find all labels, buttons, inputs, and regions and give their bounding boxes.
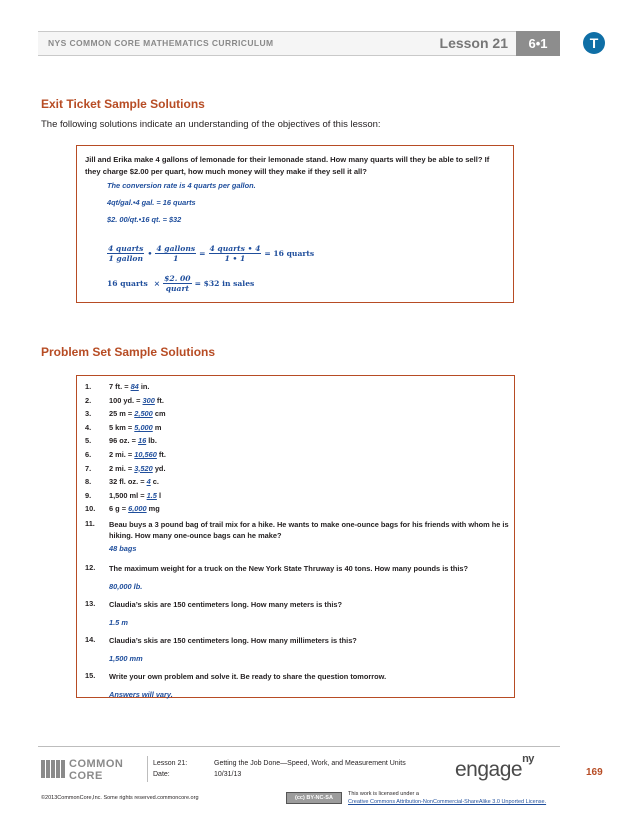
word-problem-answer: 1.5 m (109, 618, 128, 627)
footer-date-label: Date: (153, 771, 170, 778)
license-link[interactable]: Creative Commons Attribution-NonCommercial-ShareAlike 3.0 Unported License. (348, 799, 547, 805)
word-problem-question: Claudia’s skis are 150 centimeters long. How many meters is this? (109, 600, 343, 609)
conversion-answer: 300 (142, 395, 155, 405)
word-problem-question: The maximum weight for a truck on the New York State Thruway is 40 tons. How many pounds is this? (109, 564, 469, 573)
fraction-price-per-quart: $\frac{\$2. 00}{\text{quart}}$ (164, 274, 191, 293)
conversion-answer: 2,500 (134, 409, 153, 419)
exit-answer-3: $2. 00/qt.•16 qt. = $32 (107, 215, 182, 224)
word-problem-answer: 48 bags (109, 544, 137, 553)
sales-equation: 16 quarts × $\frac{\$2. 00}{\text{quart}}$ = $32 in sales (107, 274, 255, 293)
copyright-text: ©2013CommonCore,Inc. Some rights reserved.commoncore.org (41, 795, 199, 801)
footer-date-value: 10/31/13 (214, 771, 242, 778)
word-problem-answer: 1,500 mm (109, 654, 143, 663)
conversion-answer: 84 (130, 382, 139, 391)
fraction-product: $\frac{\text{4 quarts • 4}}{1 • 1}$ (209, 244, 261, 263)
fraction-gallons: $\frac{\text{4 gallons}}{1}$ (156, 244, 196, 263)
footer-lesson-label: Lesson 21: (153, 760, 188, 767)
word-problem-question: Beau buys a 3 pound bag of trail mix for a hike. He wants to make one-ounce bags for his friends with whom he is hiking. How many one-ounce bags can he make? (109, 520, 509, 540)
exit-ticket-intro: The following solutions indicate an understanding of the objectives of this lesson: (41, 119, 381, 130)
exit-answer-1: The conversion rate is 4 quarts per gallon. (107, 181, 256, 190)
common-core-logo-text: COMMON CORE (69, 758, 124, 782)
conversion-answer: 5,000 (134, 422, 153, 432)
fraction-quarts-per-gallon: $\frac{\text{4 quarts}}{\text{1 gallon}}$ (108, 244, 144, 263)
word-problem-question: Claudia’s skis are 150 centimeters long. How many millimeters is this? (109, 636, 357, 645)
exit-ticket-heading: Exit Ticket Sample Solutions (41, 97, 205, 111)
word-problem-question: Write your own problem and solve it. Be ready to share the question tomorrow. (109, 672, 387, 681)
page-header (38, 31, 560, 56)
conversion-answer: 1.5 (146, 490, 157, 500)
footer-lesson-title: Getting the Job Done—Speed, Work, and Measurement Units (214, 760, 406, 767)
word-problem-answer: 80,000 lb. (109, 582, 143, 591)
problem-set-heading: Problem Set Sample Solutions (41, 345, 216, 359)
conversion-answer: 10,560 (134, 450, 157, 459)
conversion-answer: 4 (146, 477, 151, 487)
conversion-answer: 16 (137, 436, 147, 446)
module-badge: 6•1 (516, 31, 560, 56)
curriculum-title: NYS COMMON CORE MATHEMATICS CURRICULUM (48, 38, 274, 48)
license-text: This work is licensed under a (348, 791, 419, 797)
problem-set-box: 1. 7 ft. = 84 in. 2. 100 yd. = 300 ft. 3. 25 m = 2,500 cm 4. 5 km = 5,000 m 5. 96 oz. = 16 lb. 6. 2 mi. = 10,560 ft. 7. 2 mi. = 3,520 yd. 8. 32 fl. oz. = 4 c. 9. 1,500 ml = 1.5 l 10. 6 g = 6,000 mg 11. Beau buys a 3 pound bag of trail mix for a hike. He wants to make one-ounce bags for his friends with whom he is hiking. How many one-ounce bags can he make? 48 bags 12. The maximum weight for a truck on the New York State Thruway is 40 tons. How many pounds is this? 80,000 lb. 13. Claudia’s skis are 150 centimeters long. How many meters is this? 1.5 m 14. Claudia’s skis are 150 centimeters long. How many millimeters is this? 1,500 mm 15. Write your own problem and solve it. Be ready to share the question tomorrow. Answers will vary. (76, 375, 515, 698)
exit-ticket-question: Jill and Erika make 4 gallons of lemonade for their lemonade stand. How many quarts will they be able to sell? If they charge $2.00 per quart, how much money will they make if they sell it all? (85, 155, 490, 176)
cc-license-badge-icon: (cc) BY-NC-SA (286, 792, 342, 804)
conversion-answer: 3,520 (134, 463, 153, 473)
word-problem-answer: Answers will vary. (109, 690, 173, 699)
common-core-logo-icon (41, 760, 66, 783)
page-number: 169 (586, 767, 603, 778)
exit-ticket-box (76, 145, 514, 303)
engageny-logo: engage$^{ny}$ (455, 753, 534, 781)
lesson-label: Lesson 21 (439, 35, 508, 51)
exit-answer-2: 4qt/gal.•4 gal. = 16 quarts (107, 198, 196, 207)
footer-rule (38, 746, 560, 747)
conversion-equation: $\frac{\text{4 quarts}}{\text{1 gallon}}$ • $\frac{\text{4 gallons}}{1}$ = $\frac{\text{4 quarts • 4}}{1 • 1}$ = 16 quarts (108, 244, 315, 263)
footer-divider (147, 756, 148, 782)
teacher-badge: T (583, 32, 605, 54)
conversion-answer: 6,000 (128, 504, 147, 514)
